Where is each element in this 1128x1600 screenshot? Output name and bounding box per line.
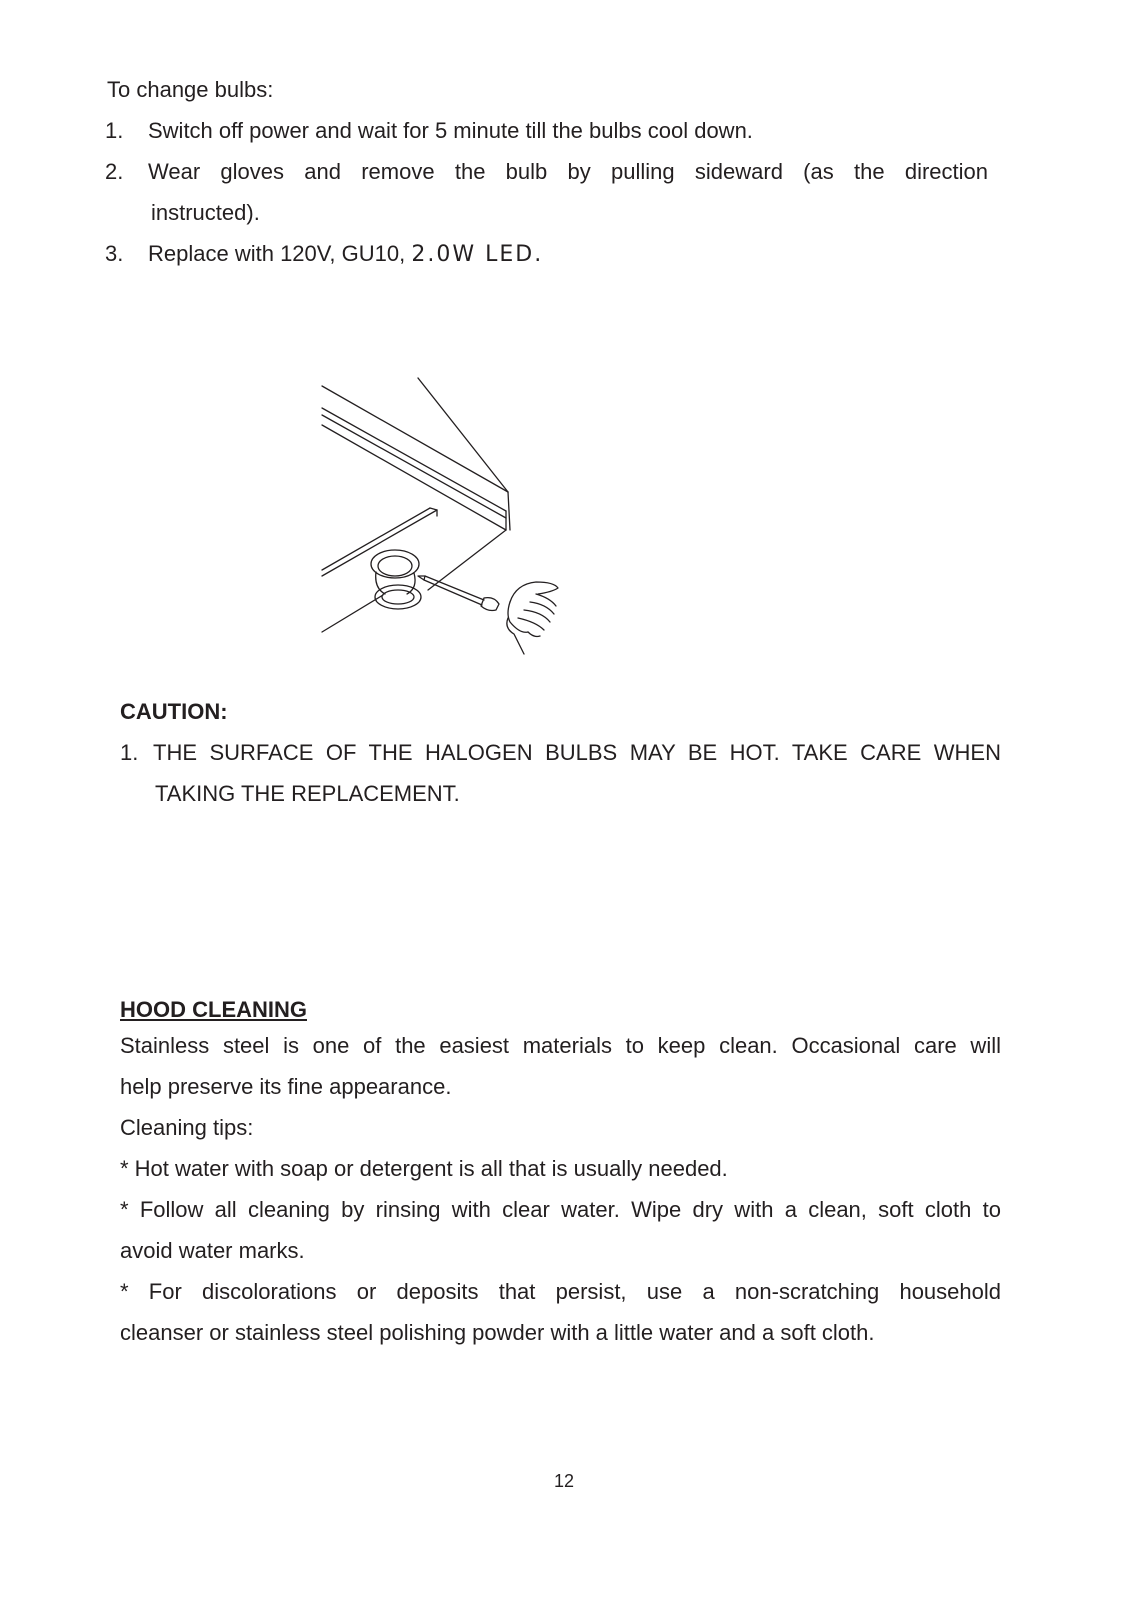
hood-side-line (418, 378, 508, 492)
step-3-number: 3. (105, 241, 124, 266)
step-3-text (148, 240, 543, 269)
hood-corner-line (508, 492, 510, 530)
bulb-replacement-illustration-icon (310, 370, 570, 660)
cleaning-tip-2-line1: * Follow all cleaning by rinsing with clear water. Wipe dry with a clean, soft cloth to (120, 1197, 1001, 1222)
step-1-number: 1. (105, 118, 124, 143)
cleaning-tip-1: * Hot water with soap or detergent is all that is usually needed. (120, 1156, 728, 1181)
page-number: 12 (553, 1471, 575, 1491)
cleaning-tips-label: Cleaning tips: (120, 1115, 254, 1140)
step-2-number: 2. (105, 159, 124, 184)
caution-heading: CAUTION: (120, 699, 228, 724)
cleaning-tip-2-line2: avoid water marks. (120, 1238, 305, 1263)
hood-cleaning-heading: HOOD CLEANING (120, 997, 307, 1022)
hood-cleaning-intro-line1: Stainless steel is one of the easiest materials to keep clean. Occasional care will (120, 1033, 1001, 1058)
step-3-led-spec: 2.0W LED. (411, 242, 544, 267)
caution-1-line1: THE SURFACE OF THE HALOGEN BULBS MAY BE HOT. TAKE CARE WHEN (153, 740, 1001, 765)
hood-edge-line (322, 386, 508, 492)
step-2-text-line2: instructed). (151, 200, 260, 225)
step-3-text-main: Replace with 120V, GU10, (148, 241, 406, 266)
hood-cleaning-intro-line2: help preserve its fine appearance. (120, 1074, 452, 1099)
bulbs-heading: To change bulbs: (107, 77, 274, 102)
cleaning-tip-3-line1: * For discolorations or deposits that persist, use a non-scratching household (120, 1279, 1001, 1304)
step-1-text: Switch off power and wait for 5 minute till the bulbs cool down. (148, 118, 753, 143)
screwdriver-shaft (425, 576, 484, 600)
step-2-text-line1: Wear gloves and remove the bulb by pulling sideward (as the direction (148, 159, 988, 184)
caution-1-line2: TAKING THE REPLACEMENT. (155, 781, 460, 806)
hand-outline (510, 582, 558, 602)
caution-1-number: 1. (120, 740, 139, 765)
cleaning-tip-3-line2: cleanser or stainless steel polishing powder with a little water and a soft cloth. (120, 1320, 875, 1345)
